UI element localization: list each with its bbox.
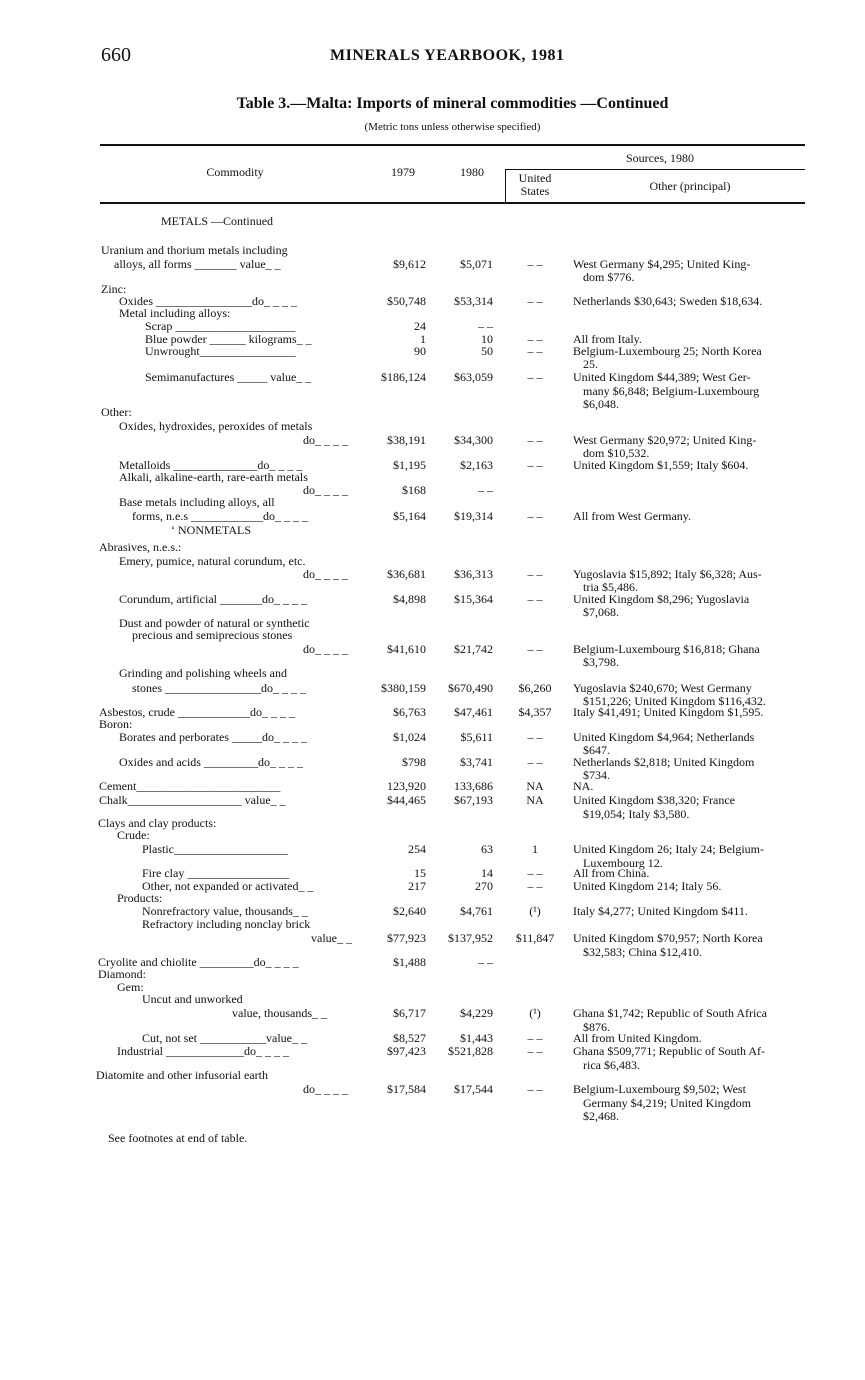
value-1980-cell: $2,163: [460, 458, 493, 472]
commodity-cell: Emery, pumice, natural corundum, etc.: [119, 554, 306, 568]
value-1980-cell: $3,741: [460, 755, 493, 769]
commodity-cell: precious and semiprecious stones: [132, 628, 293, 642]
united-states-cell: $4,357: [518, 705, 552, 719]
commodity-cell: Boron:: [99, 717, 133, 731]
other-sources-cell: All from West Germany.: [573, 509, 692, 523]
other-sources-cell: $7,068.: [583, 605, 619, 619]
commodity-cell: Crude:: [117, 828, 150, 842]
other-sources-cell: Netherlands $2,818; United Kingdom: [573, 755, 755, 769]
value-1980-cell: $15,364: [454, 592, 493, 606]
commodity-cell: Blue powder ______ kilograms_ _: [145, 332, 312, 346]
other-sources-cell: All from Italy.: [573, 332, 642, 346]
other-sources-cell: United Kingdom 26; Italy 24; Belgium-: [573, 842, 764, 856]
col-header-us-line2: States: [520, 184, 550, 198]
value-1979-cell: $1,195: [393, 458, 426, 472]
commodity-cell: Cut, not set ___________value_ _: [142, 1031, 307, 1045]
other-sources-cell: $2,468.: [583, 1109, 619, 1123]
other-sources-cell: United Kingdom $1,559; Italy $604.: [573, 458, 749, 472]
col-header-us-line1: United: [518, 171, 552, 185]
united-states-cell: $11,847: [515, 931, 555, 945]
other-sources-cell: dom $776.: [583, 270, 635, 284]
value-1979-cell: $798: [402, 755, 426, 769]
commodity-cell: Unwrought________________: [145, 344, 296, 358]
running-head: MINERALS YEARBOOK, 1981: [330, 47, 565, 64]
united-states-cell: – –: [527, 1044, 543, 1058]
other-sources-cell: West Germany $20,972; United King-: [573, 433, 757, 447]
col-header-1980: 1980: [460, 165, 484, 179]
value-1979-cell: $186,124: [381, 370, 426, 384]
commodity-cell: Zinc:: [101, 282, 127, 296]
other-sources-cell: $151,226; United Kingdom $116,432.: [583, 694, 766, 708]
other-sources-cell: United Kingdom $8,296; Yugoslavia: [573, 592, 750, 606]
commodity-cell: Diamond:: [98, 967, 146, 981]
col-header-other: Other (principal): [649, 179, 731, 193]
value-1980-cell: $36,313: [454, 567, 493, 581]
value-1980-cell: 50: [481, 344, 493, 358]
commodity-cell: Refractory including nonclay brick: [142, 917, 311, 931]
value-1979-cell: 24: [414, 319, 426, 333]
commodity-cell: Plastic___________________: [142, 842, 288, 856]
united-states-cell: – –: [527, 370, 543, 384]
united-states-cell: – –: [527, 344, 543, 358]
value-1980-cell: $53,314: [454, 294, 493, 308]
value-1980-cell: $34,300: [454, 433, 493, 447]
value-1980-cell: $4,229: [460, 1006, 493, 1020]
other-sources-cell: $3,798.: [583, 655, 619, 669]
united-states-cell: – –: [527, 592, 543, 606]
col-header-sources: Sources, 1980: [626, 151, 694, 165]
value-1979-cell: $41,610: [387, 642, 426, 656]
value-1979-cell: $6,717: [393, 1006, 426, 1020]
commodity-cell: forms, n.e.s ____________do_ _ _ _: [132, 509, 308, 523]
other-sources-cell: Yugoslavia $240,670; West Germany: [573, 681, 752, 695]
united-states-cell: – –: [527, 730, 543, 744]
table-title: Table 3.—Malta: Imports of mineral commodities —Continued: [236, 95, 669, 112]
commodity-cell: Asbestos, crude ____________do_ _ _ _: [99, 705, 295, 719]
commodity-cell: Diatomite and other infusorial earth: [96, 1068, 268, 1082]
value-1980-cell: 133,686: [454, 779, 493, 793]
value-1979-cell: $77,923: [387, 931, 426, 945]
other-sources-cell: Belgium-Luxembourg $16,818; Ghana: [573, 642, 760, 656]
value-1979-cell: 254: [408, 842, 426, 856]
value-1980-cell: – –: [478, 483, 493, 497]
value-1979-cell: $5,164: [393, 509, 426, 523]
value-1980-cell: $21,742: [454, 642, 493, 656]
commodity-cell: Other:: [101, 405, 132, 419]
commodity-cell: do_ _ _ _: [303, 642, 348, 656]
value-1979-cell: 123,920: [387, 779, 426, 793]
value-1980-cell: 10: [481, 332, 493, 346]
united-states-cell: – –: [527, 332, 543, 346]
commodity-cell: Metalloids ______________do_ _ _ _: [119, 458, 303, 472]
commodity-cell: Alkali, alkaline-earth, rare-earth metals: [119, 470, 308, 484]
commodity-cell: Base metals including alloys, all: [119, 495, 275, 509]
commodity-cell: Corundum, artificial _______do_ _ _ _: [119, 592, 307, 606]
commodity-cell: Metal including alloys:: [119, 306, 231, 320]
commodity-cell: Products:: [117, 891, 163, 905]
value-1979-cell: 90: [414, 344, 426, 358]
value-1980-cell: $63,059: [454, 370, 493, 384]
commodity-cell: value, thousands_ _: [232, 1006, 327, 1020]
value-1980-cell: $47,461: [454, 705, 493, 719]
sources-rule: [505, 169, 805, 170]
commodity-cell: Semimanufactures _____ value_ _: [145, 370, 312, 384]
other-sources-cell: United Kingdom $4,964; Netherlands: [573, 730, 755, 744]
other-sources-cell: $32,583; China $12,410.: [583, 945, 702, 959]
united-states-cell: NA: [526, 793, 544, 807]
value-1979-cell: $380,159: [381, 681, 426, 695]
commodity-cell: stones ________________do_ _ _ _: [132, 681, 306, 695]
commodity-cell: Chalk___________________ value_ _: [99, 793, 286, 807]
commodity-cell: Scrap ____________________: [145, 319, 296, 333]
other-sources-cell: Ghana $509,771; Republic of South Af-: [573, 1044, 765, 1058]
commodity-cell: Oxides ________________do_ _ _ _: [119, 294, 297, 308]
value-1980-cell: $521,828: [448, 1044, 493, 1058]
value-1979-cell: 217: [408, 879, 426, 893]
value-1979-cell: $2,640: [393, 904, 426, 918]
col-header-commodity: Commodity: [206, 165, 264, 179]
other-sources-cell: United Kingdom $70,957; North Korea: [573, 931, 763, 945]
value-1980-cell: $670,490: [448, 681, 493, 695]
commodity-cell: alloys, all forms _______ value_ _: [114, 257, 281, 271]
commodity-cell: Cement________________________: [99, 779, 281, 793]
united-states-cell: – –: [527, 1082, 543, 1096]
commodity-cell: Cryolite and chiolite _________do_ _ _ _: [98, 955, 299, 969]
other-sources-cell: Germany $4,219; United Kingdom: [583, 1096, 751, 1110]
commodity-cell: Uranium and thorium metals including: [101, 243, 288, 257]
other-sources-cell: Netherlands $30,643; Sweden $18,634.: [573, 294, 763, 308]
footnote: See footnotes at end of table.: [108, 1131, 248, 1145]
table-subtitle: (Metric tons unless otherwise specified): [364, 121, 541, 133]
value-1980-cell: $19,314: [454, 509, 493, 523]
other-sources-cell: Yugoslavia $15,892; Italy $6,328; Aus-: [573, 567, 762, 581]
other-sources-cell: Italy $41,491; United Kingdom $1,595.: [573, 705, 764, 719]
other-sources-cell: $19,054; Italy $3,580.: [583, 807, 690, 821]
value-1979-cell: $4,898: [393, 592, 426, 606]
united-states-cell: – –: [527, 642, 543, 656]
commodity-cell: Abrasives, n.e.s.:: [99, 540, 182, 554]
other-sources-cell: rica $6,483.: [583, 1058, 640, 1072]
value-1979-cell: $168: [402, 483, 426, 497]
other-sources-cell: United Kingdom 214; Italy 56.: [573, 879, 722, 893]
value-1980-cell: $17,544: [454, 1082, 493, 1096]
other-sources-cell: Italy $4,277; United Kingdom $411.: [573, 904, 748, 918]
commodity-cell: Grinding and polishing wheels and: [119, 666, 287, 680]
other-sources-cell: 25.: [583, 357, 598, 371]
value-1980-cell: 63: [481, 842, 493, 856]
other-sources-cell: Belgium-Luxembourg $9,502; West: [573, 1082, 746, 1096]
commodity-cell: Clays and clay products:: [98, 816, 217, 830]
value-1980-cell: $67,193: [454, 793, 493, 807]
value-1979-cell: $38,191: [387, 433, 426, 447]
header-top-rule: [100, 144, 805, 146]
page-number: 660: [101, 44, 131, 66]
other-sources-cell: All from China.: [573, 866, 650, 880]
other-sources-cell: United Kingdom $38,320; France: [573, 793, 735, 807]
commodity-cell: Oxides, hydroxides, peroxides of metals: [119, 419, 313, 433]
united-states-cell: – –: [527, 866, 543, 880]
commodity-cell: Nonrefractory value, thousands_ _: [142, 904, 308, 918]
col-header-1979: 1979: [391, 165, 415, 179]
commodity-cell: Uncut and unworked: [142, 992, 243, 1006]
value-1979-cell: $44,465: [387, 793, 426, 807]
value-1980-cell: – –: [478, 955, 493, 969]
value-1980-cell: $137,952: [448, 931, 493, 945]
value-1980-cell: 14: [481, 866, 493, 880]
value-1979-cell: $8,527: [393, 1031, 426, 1045]
other-sources-cell: $647.: [583, 743, 610, 757]
value-1979-cell: $1,488: [393, 955, 426, 969]
value-1979-cell: 1: [420, 332, 426, 346]
commodity-cell: ‘ NONMETALS: [171, 523, 252, 537]
commodity-cell: Gem:: [117, 980, 144, 994]
united-states-cell: – –: [527, 1031, 543, 1045]
commodity-cell: Industrial _____________do_ _ _ _: [117, 1044, 289, 1058]
other-sources-cell: tria $5,486.: [583, 580, 638, 594]
value-1979-cell: $50,748: [387, 294, 426, 308]
value-1979-cell: $97,423: [387, 1044, 426, 1058]
united-states-cell: NA: [526, 779, 544, 793]
commodity-cell: do_ _ _ _: [303, 433, 348, 447]
other-sources-cell: NA.: [573, 779, 594, 793]
united-states-cell: (¹): [529, 1006, 541, 1020]
value-1980-cell: 270: [475, 879, 493, 893]
united-states-cell: – –: [527, 294, 543, 308]
value-1980-cell: – –: [478, 319, 493, 333]
commodity-cell: do_ _ _ _: [303, 1082, 348, 1096]
value-1979-cell: $36,681: [387, 567, 426, 581]
united-states-cell: – –: [527, 509, 543, 523]
commodity-cell: Fire clay _________________: [142, 866, 290, 880]
header-bottom-rule: [100, 202, 805, 204]
united-states-cell: – –: [527, 433, 543, 447]
united-states-cell: $6,260: [518, 681, 552, 695]
value-1979-cell: $17,584: [387, 1082, 426, 1096]
commodity-cell: do_ _ _ _: [303, 567, 348, 581]
value-1979-cell: $1,024: [393, 730, 426, 744]
other-sources-cell: West Germany $4,295; United King-: [573, 257, 751, 271]
commodity-cell: METALS —Continued: [161, 214, 274, 228]
other-sources-cell: $734.: [583, 768, 610, 782]
other-sources-cell: dom $10,532.: [583, 446, 650, 460]
united-states-cell: – –: [527, 458, 543, 472]
other-sources-cell: $876.: [583, 1020, 610, 1034]
value-1980-cell: $1,443: [460, 1031, 493, 1045]
value-1980-cell: $4,761: [460, 904, 493, 918]
other-sources-cell: Belgium-Luxembourg 25; North Korea: [573, 344, 762, 358]
commodity-cell: value_ _: [311, 931, 352, 945]
commodity-cell: Oxides and acids _________do_ _ _ _: [119, 755, 303, 769]
value-1980-cell: $5,071: [460, 257, 493, 271]
other-sources-cell: many $6,848; Belgium-Luxembourg: [583, 384, 760, 398]
commodity-cell: Dust and powder of natural or synthetic: [119, 616, 310, 630]
united-states-cell: – –: [527, 755, 543, 769]
other-sources-cell: United Kingdom $44,389; West Ger-: [573, 370, 751, 384]
other-sources-cell: $6,048.: [583, 397, 619, 411]
commodity-cell: Borates and perborates _____do_ _ _ _: [119, 730, 307, 744]
commodity-cell: do_ _ _ _: [303, 483, 348, 497]
other-sources-cell: All from United Kingdom.: [573, 1031, 702, 1045]
united-states-cell: – –: [527, 567, 543, 581]
value-1979-cell: $9,612: [393, 257, 426, 271]
united-states-cell: 1: [532, 842, 538, 856]
united-states-cell: (¹): [529, 904, 541, 918]
value-1979-cell: $6,763: [393, 705, 426, 719]
other-sources-cell: Luxembourg 12.: [583, 856, 663, 870]
value-1979-cell: 15: [414, 866, 426, 880]
other-sources-cell: Ghana $1,742; Republic of South Africa: [573, 1006, 767, 1020]
commodity-cell: Other, not expanded or activated_ _: [142, 879, 314, 893]
united-states-cell: – –: [527, 879, 543, 893]
united-states-cell: – –: [527, 257, 543, 271]
value-1980-cell: $5,611: [460, 730, 493, 744]
